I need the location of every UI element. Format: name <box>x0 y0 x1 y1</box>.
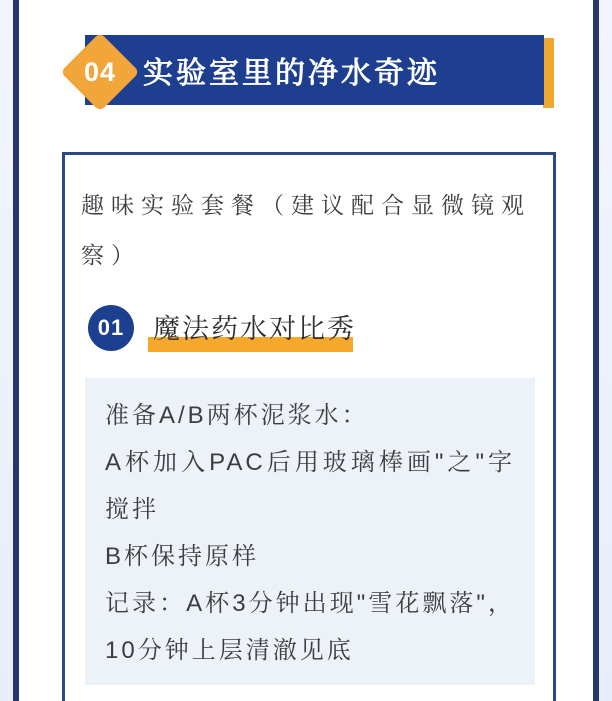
step-text: B杯保持原样 <box>105 543 260 570</box>
step-text: A杯加入PAC后用玻璃棒画"之"字搅拌 <box>105 449 515 523</box>
experiment-intro: 趣味实验套餐（建议配合显微镜观察） <box>81 192 531 268</box>
section-banner <box>85 35 544 105</box>
right-edge-strip <box>599 0 612 701</box>
section-title: 实验室里的净水奇迹 <box>143 57 440 90</box>
left-frame-line <box>13 0 19 701</box>
step-text: 准备A/B两杯泥浆水： <box>105 402 369 429</box>
experiment-card <box>62 152 556 701</box>
experiment-title-block <box>148 307 356 353</box>
step-number-badge <box>88 305 134 351</box>
experiment-steps-panel <box>85 378 535 685</box>
step-text: 记录：A杯3分钟出现"雪花飘落"，10分钟上层清澈见底 <box>105 590 515 664</box>
left-edge-strip <box>0 0 13 701</box>
experiment-title: 魔法药水对比秀 <box>153 314 356 344</box>
banner-ribbon-accent <box>543 38 554 108</box>
section-number: 04 <box>83 56 117 87</box>
step-number: 01 <box>97 315 125 340</box>
